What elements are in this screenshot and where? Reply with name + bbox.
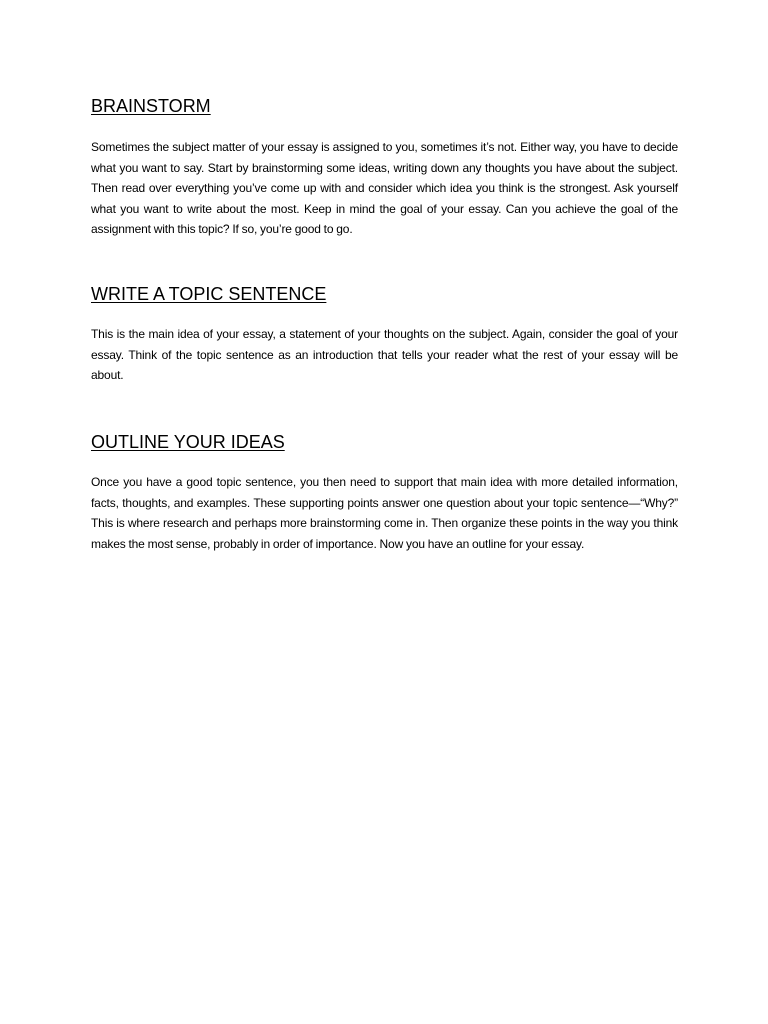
section-heading: BRAINSTORM [91, 96, 211, 116]
section-outline-ideas [91, 431, 678, 554]
section-paragraph: Sometimes the subject matter of your essay is assigned to you, sometimes it’s not. Either way, you have to decide what you want to say. Start by brainstorming some ideas, writing down any thoughts you have about the subject. Then read over everything you’ve come up with and consider which idea you think is the strongest. Ask yourself what you want to write about the most. Keep in mind the goal of your essay. Can you achieve the goal of the assignment with this topic? If so, you’re good to go. [91, 140, 678, 236]
section-write-topic-sentence [91, 283, 678, 386]
section-brainstorm [91, 95, 678, 240]
section-paragraph: Once you have a good topic sentence, you then need to support that main idea with more detailed information, facts, thoughts, and examples. These supporting points answer one question about your topic sentence—“Why?” This is where research and perhaps more brainstorming come in. Then organize these points in the way you think makes the most sense, probably in order of importance. Now you have an outline for your essay. [91, 475, 678, 551]
section-paragraph: This is the main idea of your essay, a statement of your thoughts on the subject. Again, consider the goal of your essay. Think of the topic sentence as an introduction that tells your reader what the rest of your essay will be about. [91, 327, 678, 382]
section-heading: WRITE A TOPIC SENTENCE [91, 284, 327, 304]
section-heading: OUTLINE YOUR IDEAS [91, 432, 285, 452]
